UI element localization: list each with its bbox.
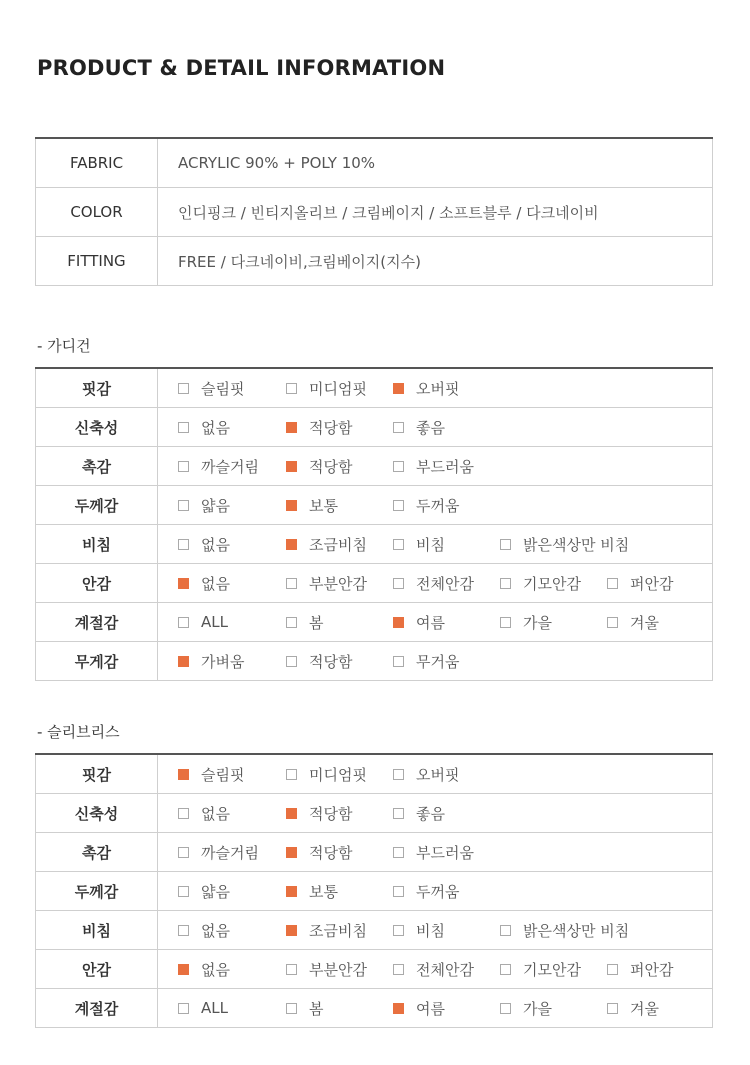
- option-item: [393, 642, 459, 680]
- checked-box-icon: [286, 422, 297, 433]
- option-item: [286, 486, 338, 524]
- option-item: [393, 872, 459, 910]
- option-label: 적당함: [309, 843, 353, 862]
- attribute-row: [36, 408, 713, 447]
- option-item: [393, 950, 474, 988]
- option-item: [500, 950, 581, 988]
- option-label: 퍼안감: [630, 574, 674, 593]
- option-label: 적당함: [309, 418, 353, 437]
- option-item: [178, 564, 230, 602]
- attribute-options: [158, 408, 713, 447]
- checked-box-icon: [178, 578, 189, 589]
- option-item: [178, 833, 259, 871]
- info-value: 인디핑크 / 빈티지올리브 / 크림베이지 / 소프트블루 / 다크네이비: [158, 188, 713, 237]
- unchecked-box-icon: [178, 422, 189, 433]
- checked-box-icon: [178, 964, 189, 975]
- attribute-options: [158, 603, 713, 642]
- info-label: FITTING: [36, 237, 158, 286]
- option-item: [393, 486, 459, 524]
- option-label: 보통: [309, 496, 338, 515]
- option-item: [286, 833, 352, 871]
- option-item: [178, 408, 230, 446]
- unchecked-box-icon: [178, 617, 189, 628]
- option-item: [286, 603, 324, 641]
- option-label: 까슬거림: [201, 457, 259, 476]
- option-label: 까슬거림: [201, 843, 259, 862]
- info-row-fabric: [36, 138, 713, 188]
- unchecked-box-icon: [393, 769, 404, 780]
- option-label: ALL: [201, 613, 228, 631]
- attribute-row: [36, 447, 713, 486]
- option-label: 미디엄핏: [309, 379, 367, 398]
- option-label: 퍼안감: [630, 960, 674, 979]
- option-item: [500, 603, 552, 641]
- option-label: 전체안감: [416, 574, 474, 593]
- option-item: [286, 872, 338, 910]
- unchecked-box-icon: [286, 383, 297, 394]
- attribute-options: [158, 754, 713, 794]
- option-label: 적당함: [309, 804, 353, 823]
- checked-box-icon: [393, 1003, 404, 1014]
- option-item: [393, 603, 445, 641]
- unchecked-box-icon: [393, 578, 404, 589]
- unchecked-box-icon: [393, 847, 404, 858]
- option-item: [286, 525, 367, 563]
- option-item: [286, 369, 367, 407]
- unchecked-box-icon: [286, 656, 297, 667]
- checked-box-icon: [286, 500, 297, 511]
- option-item: [393, 525, 445, 563]
- attribute-options: [158, 525, 713, 564]
- option-label: 두꺼움: [416, 496, 460, 515]
- option-item: [500, 911, 629, 949]
- option-item: [178, 911, 230, 949]
- option-item: [286, 447, 352, 485]
- option-label: 봄: [309, 613, 324, 632]
- option-item: [393, 408, 445, 446]
- unchecked-box-icon: [286, 578, 297, 589]
- option-label: 겨울: [630, 999, 659, 1018]
- checked-box-icon: [393, 617, 404, 628]
- attribute-row: [36, 989, 713, 1028]
- attribute-options: [158, 911, 713, 950]
- unchecked-box-icon: [607, 1003, 618, 1014]
- option-label: 가을: [523, 999, 552, 1018]
- unchecked-box-icon: [500, 539, 511, 550]
- option-label: 부드러움: [416, 843, 474, 862]
- sleeveless-attribute-table: [35, 753, 713, 1028]
- option-item: [286, 989, 324, 1027]
- option-label: 밝은색상만 비침: [523, 921, 630, 940]
- option-label: 조금비침: [309, 921, 367, 940]
- unchecked-box-icon: [393, 925, 404, 936]
- option-item: [178, 486, 230, 524]
- attribute-label: 비침: [36, 525, 158, 564]
- unchecked-box-icon: [178, 925, 189, 936]
- attribute-options: [158, 950, 713, 989]
- checked-box-icon: [393, 383, 404, 394]
- option-label: 오버핏: [416, 765, 460, 784]
- attribute-options: [158, 564, 713, 603]
- attribute-options: [158, 794, 713, 833]
- attribute-row: [36, 794, 713, 833]
- attribute-options: [158, 833, 713, 872]
- option-item: [607, 950, 673, 988]
- attribute-label: 신축성: [36, 794, 158, 833]
- unchecked-box-icon: [393, 656, 404, 667]
- option-label: 밝은색상만 비침: [523, 535, 630, 554]
- attribute-options: [158, 872, 713, 911]
- option-item: [286, 564, 367, 602]
- option-item: [393, 369, 459, 407]
- unchecked-box-icon: [393, 500, 404, 511]
- option-item: [393, 794, 445, 832]
- checked-box-icon: [178, 769, 189, 780]
- option-label: 부드러움: [416, 457, 474, 476]
- option-item: [178, 642, 244, 680]
- unchecked-box-icon: [500, 617, 511, 628]
- option-item: [178, 950, 230, 988]
- option-item: [393, 911, 445, 949]
- option-item: [286, 911, 367, 949]
- option-label: 두꺼움: [416, 882, 460, 901]
- unchecked-box-icon: [393, 808, 404, 819]
- attribute-row: [36, 950, 713, 989]
- attribute-label: 핏감: [36, 368, 158, 408]
- option-item: [393, 755, 459, 793]
- attribute-label: 무게감: [36, 642, 158, 681]
- unchecked-box-icon: [393, 886, 404, 897]
- checked-box-icon: [178, 656, 189, 667]
- attribute-options: [158, 642, 713, 681]
- attribute-label: 두께감: [36, 486, 158, 525]
- option-item: [500, 525, 629, 563]
- option-item: [500, 564, 581, 602]
- option-label: ALL: [201, 999, 228, 1017]
- info-row-fitting: [36, 237, 713, 286]
- option-item: [286, 408, 352, 446]
- option-label: 없음: [201, 804, 230, 823]
- unchecked-box-icon: [178, 500, 189, 511]
- option-label: 가을: [523, 613, 552, 632]
- attribute-row: [36, 603, 713, 642]
- option-label: 적당함: [309, 652, 353, 671]
- option-item: [178, 872, 230, 910]
- attribute-row: [36, 642, 713, 681]
- option-item: [500, 989, 552, 1027]
- option-item: [286, 794, 352, 832]
- option-label: 없음: [201, 535, 230, 554]
- option-item: [178, 525, 230, 563]
- attribute-row: [36, 911, 713, 950]
- unchecked-box-icon: [178, 808, 189, 819]
- info-value: FREE / 다크네이비,크림베이지(지수): [158, 237, 713, 286]
- attribute-label: 핏감: [36, 754, 158, 794]
- cardigan-attribute-table: [35, 367, 713, 681]
- unchecked-box-icon: [500, 964, 511, 975]
- option-label: 겨울: [630, 613, 659, 632]
- info-row-color: [36, 188, 713, 237]
- unchecked-box-icon: [178, 1003, 189, 1014]
- option-label: 부분안감: [309, 960, 367, 979]
- attribute-label: 안감: [36, 564, 158, 603]
- option-item: [178, 369, 244, 407]
- unchecked-box-icon: [393, 461, 404, 472]
- attribute-options: [158, 368, 713, 408]
- unchecked-box-icon: [178, 383, 189, 394]
- option-item: [393, 989, 445, 1027]
- attribute-options: [158, 447, 713, 486]
- attribute-row: [36, 833, 713, 872]
- unchecked-box-icon: [607, 578, 618, 589]
- option-item: [178, 447, 259, 485]
- unchecked-box-icon: [607, 617, 618, 628]
- checked-box-icon: [286, 925, 297, 936]
- option-label: 무거움: [416, 652, 460, 671]
- attribute-label: 두께감: [36, 872, 158, 911]
- attribute-label: 촉감: [36, 447, 158, 486]
- unchecked-box-icon: [178, 847, 189, 858]
- option-label: 없음: [201, 418, 230, 437]
- attribute-label: 신축성: [36, 408, 158, 447]
- option-label: 없음: [201, 921, 230, 940]
- option-item: [178, 755, 244, 793]
- attribute-row: [36, 368, 713, 408]
- checked-box-icon: [286, 539, 297, 550]
- option-label: 여름: [416, 613, 445, 632]
- attribute-label: 계절감: [36, 989, 158, 1028]
- option-label: 조금비침: [309, 535, 367, 554]
- option-label: 기모안감: [523, 960, 581, 979]
- checked-box-icon: [286, 808, 297, 819]
- unchecked-box-icon: [393, 964, 404, 975]
- attribute-row: [36, 872, 713, 911]
- option-label: 비침: [416, 535, 445, 554]
- attribute-label: 계절감: [36, 603, 158, 642]
- option-label: 없음: [201, 574, 230, 593]
- info-label: COLOR: [36, 188, 158, 237]
- option-item: [286, 755, 367, 793]
- attribute-label: 촉감: [36, 833, 158, 872]
- attribute-row: [36, 486, 713, 525]
- option-item: [178, 989, 228, 1027]
- unchecked-box-icon: [286, 964, 297, 975]
- section-title-cardigan: - 가디건: [37, 337, 91, 355]
- option-item: [393, 833, 474, 871]
- option-item: [393, 564, 474, 602]
- product-info-table: [35, 137, 713, 286]
- option-item: [286, 642, 352, 680]
- attribute-row: [36, 564, 713, 603]
- unchecked-box-icon: [607, 964, 618, 975]
- option-item: [393, 447, 474, 485]
- option-label: 미디엄핏: [309, 765, 367, 784]
- checked-box-icon: [286, 847, 297, 858]
- option-item: [286, 950, 367, 988]
- checked-box-icon: [286, 461, 297, 472]
- unchecked-box-icon: [178, 539, 189, 550]
- option-label: 좋음: [416, 418, 445, 437]
- section-title-sleeveless: - 슬리브리스: [37, 723, 120, 741]
- unchecked-box-icon: [286, 1003, 297, 1014]
- option-label: 봄: [309, 999, 324, 1018]
- option-label: 얇음: [201, 496, 230, 515]
- unchecked-box-icon: [286, 617, 297, 628]
- option-label: 보통: [309, 882, 338, 901]
- attribute-row: [36, 754, 713, 794]
- unchecked-box-icon: [393, 422, 404, 433]
- option-item: [607, 564, 673, 602]
- option-label: 비침: [416, 921, 445, 940]
- option-label: 가벼움: [201, 652, 245, 671]
- unchecked-box-icon: [500, 925, 511, 936]
- unchecked-box-icon: [500, 1003, 511, 1014]
- unchecked-box-icon: [500, 578, 511, 589]
- attribute-options: [158, 989, 713, 1028]
- info-value: ACRYLIC 90% + POLY 10%: [158, 138, 713, 188]
- option-label: 좋음: [416, 804, 445, 823]
- page-title: PRODUCT & DETAIL INFORMATION: [37, 56, 446, 80]
- option-label: 없음: [201, 960, 230, 979]
- unchecked-box-icon: [178, 886, 189, 897]
- option-label: 슬림핏: [201, 765, 245, 784]
- option-item: [607, 603, 659, 641]
- option-item: [178, 794, 230, 832]
- option-label: 적당함: [309, 457, 353, 476]
- option-label: 오버핏: [416, 379, 460, 398]
- info-label: FABRIC: [36, 138, 158, 188]
- attribute-options: [158, 486, 713, 525]
- option-label: 여름: [416, 999, 445, 1018]
- option-label: 부분안감: [309, 574, 367, 593]
- attribute-label: 안감: [36, 950, 158, 989]
- option-label: 얇음: [201, 882, 230, 901]
- unchecked-box-icon: [286, 769, 297, 780]
- option-label: 슬림핏: [201, 379, 245, 398]
- attribute-row: [36, 525, 713, 564]
- attribute-label: 비침: [36, 911, 158, 950]
- option-label: 전체안감: [416, 960, 474, 979]
- option-item: [178, 603, 228, 641]
- unchecked-box-icon: [393, 539, 404, 550]
- option-label: 기모안감: [523, 574, 581, 593]
- checked-box-icon: [286, 886, 297, 897]
- unchecked-box-icon: [178, 461, 189, 472]
- option-item: [607, 989, 659, 1027]
